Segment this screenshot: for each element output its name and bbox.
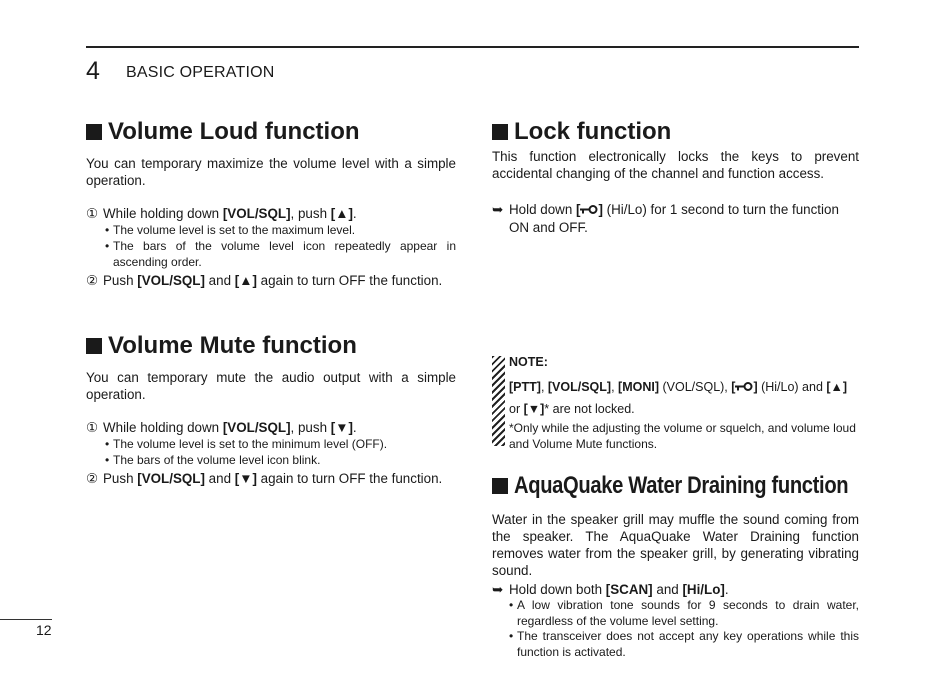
header-rule (86, 46, 859, 48)
key-icon (580, 204, 598, 215)
volume-mute-bullet-2: • The bars of the volume level icon blink. (105, 453, 321, 467)
lock-intro: This function electronically locks the keys to prevent accidental changing of the channel and function access. (492, 149, 859, 181)
volume-loud-bullet-2: • The bars of the volume level icon repeatedly appear in ascending order. (105, 239, 456, 269)
aquaquake-intro: Water in the speaker grill may muffle the sound coming from the speaker. The AquaQuake Water Draining function removes water from the speaker grill, by generating vibrating sound. (492, 512, 859, 578)
section-square-icon (492, 478, 508, 494)
note-hatch-icon (492, 356, 505, 446)
aquaquake-item: ➥ Hold down both [SCAN] and [Hi/Lo]. (492, 582, 729, 597)
volume-loud-bullet-1: • The volume level is set to the maximum level. (105, 223, 356, 237)
aquaquake-section (492, 471, 859, 660)
arrow-icon: ➥ (492, 202, 504, 217)
key-icon (735, 381, 753, 392)
note-text: [PTT], [VOL/SQL], [MONI] (VOL/SQL), [ ] (Hi/Lo) and [▲] or [▼]* are not locked. (509, 380, 848, 416)
lock-section (492, 117, 859, 237)
arrow-icon: ➥ (492, 582, 504, 597)
section-square-icon (86, 338, 102, 354)
volume-mute-bullet-1: • The volume level is set to the minimum level (OFF). (105, 437, 388, 451)
volume-mute-intro: You can temporary mute the audio output with a simple operation. (86, 370, 456, 402)
note-box (492, 354, 859, 452)
volume-loud-step-1: ① While holding down [VOL/SQL], push [▲]. (86, 206, 357, 221)
section-square-icon (492, 124, 508, 140)
chapter-number: 4 (86, 57, 100, 85)
note-title: NOTE: (509, 355, 548, 369)
lock-item: ➥ Hold down [ ] (Hi/Lo) for 1 second to turn the function ON and OFF. (492, 202, 839, 235)
note-footnote: *Only while the adjusting the volume or squelch, and volume loud and Volume Mute functions. (509, 421, 856, 451)
volume-mute-heading: Volume Mute function (86, 331, 456, 361)
section-square-icon (86, 124, 102, 140)
volume-loud-intro: You can temporary maximize the volume level with a simple operation. (86, 156, 456, 188)
volume-mute-step-2: ② Push [VOL/SQL] and [▼] again to turn OFF the function. (86, 471, 443, 486)
volume-loud-section (86, 117, 456, 289)
footer-rule (0, 619, 52, 620)
aquaquake-heading: AquaQuake Water Draining function (492, 471, 859, 501)
volume-loud-heading: Volume Loud function (86, 117, 456, 147)
chapter-title: BASIC OPERATION (126, 64, 275, 81)
page-number: 12 (36, 622, 52, 638)
volume-mute-section (86, 331, 456, 487)
volume-loud-step-2: ② Push [VOL/SQL] and [▲] again to turn OFF the function. (86, 273, 443, 288)
volume-mute-step-1: ① While holding down [VOL/SQL], push [▼]. (86, 420, 357, 435)
aquaquake-bullet-2: • The transceiver does not accept any key operations while this function is activated. (509, 629, 859, 659)
lock-heading: Lock function (492, 117, 859, 147)
aquaquake-bullet-1: • A low vibration tone sounds for 9 seconds to drain water, regardless of the volume level setting. (509, 598, 859, 628)
